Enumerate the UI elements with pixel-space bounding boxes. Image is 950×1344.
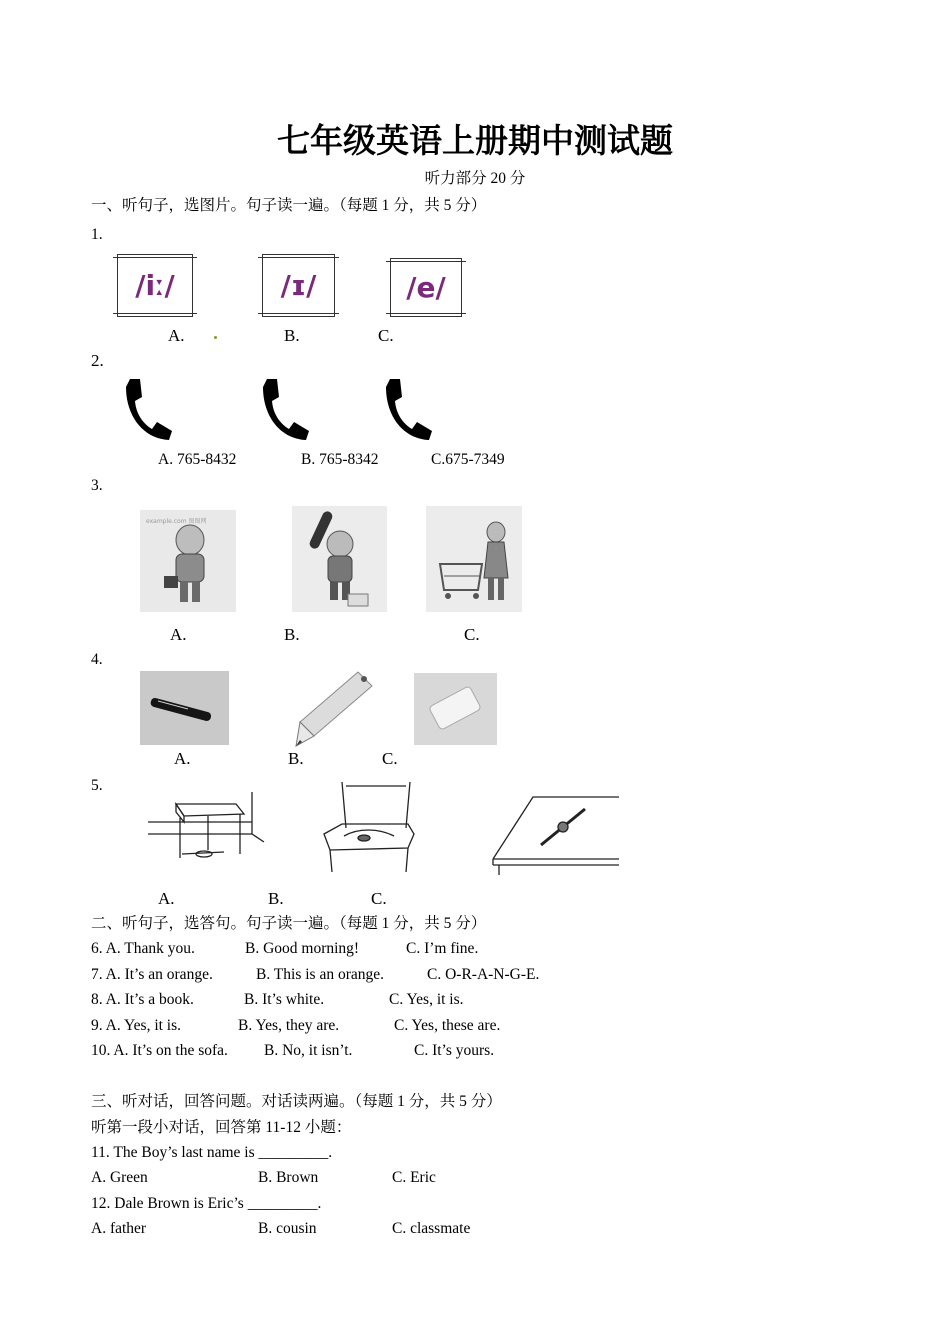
q6-option-a: 6. A. Thank you. (91, 940, 195, 957)
q12-option-a: A. father (91, 1220, 147, 1237)
telephone-icon (124, 377, 174, 441)
watch-on-desk-image (493, 795, 619, 875)
q8-option-b: B. It’s white. (244, 991, 325, 1008)
q10-option-c: C. It’s yours. (414, 1042, 495, 1059)
q6-option-b: B. Good morning! (245, 940, 360, 957)
q4-option-b-label: B. (288, 749, 304, 768)
pencil-image (292, 670, 374, 748)
q5-option-b-label: B. (268, 889, 284, 908)
eraser-image (414, 673, 497, 745)
q11-option-b: B. Brown (258, 1169, 319, 1186)
question-11-stem: 11. The Boy’s last name is _________. (91, 1144, 333, 1161)
q12-option-c: C. classmate (392, 1220, 471, 1237)
q6-option-c: C. I’m fine. (406, 940, 479, 957)
section3-intro: 听第一段小对话，回答第 11-12 小题： (91, 1119, 352, 1136)
q8-option-c: C. Yes, it is. (389, 991, 464, 1008)
q3-option-c-label: C. (464, 625, 480, 644)
q10-option-a: 10. A. It’s on the sofa. (91, 1042, 228, 1059)
q9-option-b: B. Yes, they are. (238, 1017, 340, 1034)
q7-option-a: 7. A. It’s an orange. (91, 966, 213, 983)
q9-option-c: C. Yes, these are. (394, 1017, 501, 1034)
image-watermark: example.com 图图网 (146, 518, 207, 525)
q2-option-c: C.675-7349 (431, 451, 505, 468)
watch-under-stool-image (148, 792, 266, 864)
q1-option-a-label: A. (168, 326, 185, 345)
q5-option-a-label: A. (158, 889, 175, 908)
telephone-icon (261, 377, 311, 441)
q4-option-c-label: C. (382, 749, 398, 768)
q7-option-b: B. This is an orange. (256, 966, 385, 983)
q10-option-b: B. No, it isn’t. (264, 1042, 353, 1059)
stray-dot (214, 336, 217, 339)
q11-option-a: A. Green (91, 1169, 148, 1186)
phonetic-symbol-a: /iː/ (117, 254, 193, 317)
q3-option-a-label: A. (170, 625, 187, 644)
q8-option-a: 8. A. It’s a book. (91, 991, 194, 1008)
q2-option-a: A. 765-8432 (158, 451, 237, 468)
telephone-icon (384, 377, 434, 441)
q12-option-b: B. cousin (258, 1220, 317, 1237)
question-5-number: 5. (91, 777, 103, 794)
question-3-number: 3. (91, 477, 103, 494)
businessman-figure-image (140, 510, 236, 612)
page-subtitle: 听力部分 20 分 (424, 170, 526, 187)
woman-with-shopping-cart-image (426, 506, 522, 612)
q7-option-c: C. O-R-A-N-G-E. (427, 966, 540, 983)
question-4-number: 4. (91, 651, 103, 668)
question-12-stem: 12. Dale Brown is Eric’s _________. (91, 1195, 322, 1212)
section2-heading: 二、听句子，选答句。句子读一遍。（每题 1 分，共 5 分） (91, 915, 487, 932)
q3-option-b-label: B. (284, 625, 300, 644)
q4-option-a-label: A. (174, 749, 191, 768)
pen-image (140, 671, 229, 745)
question-1-number: 1. (91, 226, 103, 243)
q1-option-b-label: B. (284, 326, 300, 345)
boy-with-baseball-bat-image (292, 506, 387, 612)
q2-option-b: B. 765-8342 (301, 451, 379, 468)
q5-option-c-label: C. (371, 889, 387, 908)
phonetic-symbol-c: /e/ (390, 258, 462, 317)
q11-option-c: C. Eric (392, 1169, 436, 1186)
question-2-number: 2. (91, 351, 104, 370)
section3-heading: 三、听对话，回答问题。对话读两遍。（每题 1 分，共 5 分） (91, 1093, 502, 1110)
page-title: 七年级英语上册期中测试题 (277, 124, 673, 160)
watch-on-chair-image (318, 782, 418, 872)
phonetic-symbol-b: /ɪ/ (262, 254, 335, 317)
section1-heading: 一、听句子，选图片。句子读一遍。（每题 1 分，共 5 分） (91, 197, 487, 214)
q9-option-a: 9. A. Yes, it is. (91, 1017, 182, 1034)
q1-option-c-label: C. (378, 326, 394, 345)
